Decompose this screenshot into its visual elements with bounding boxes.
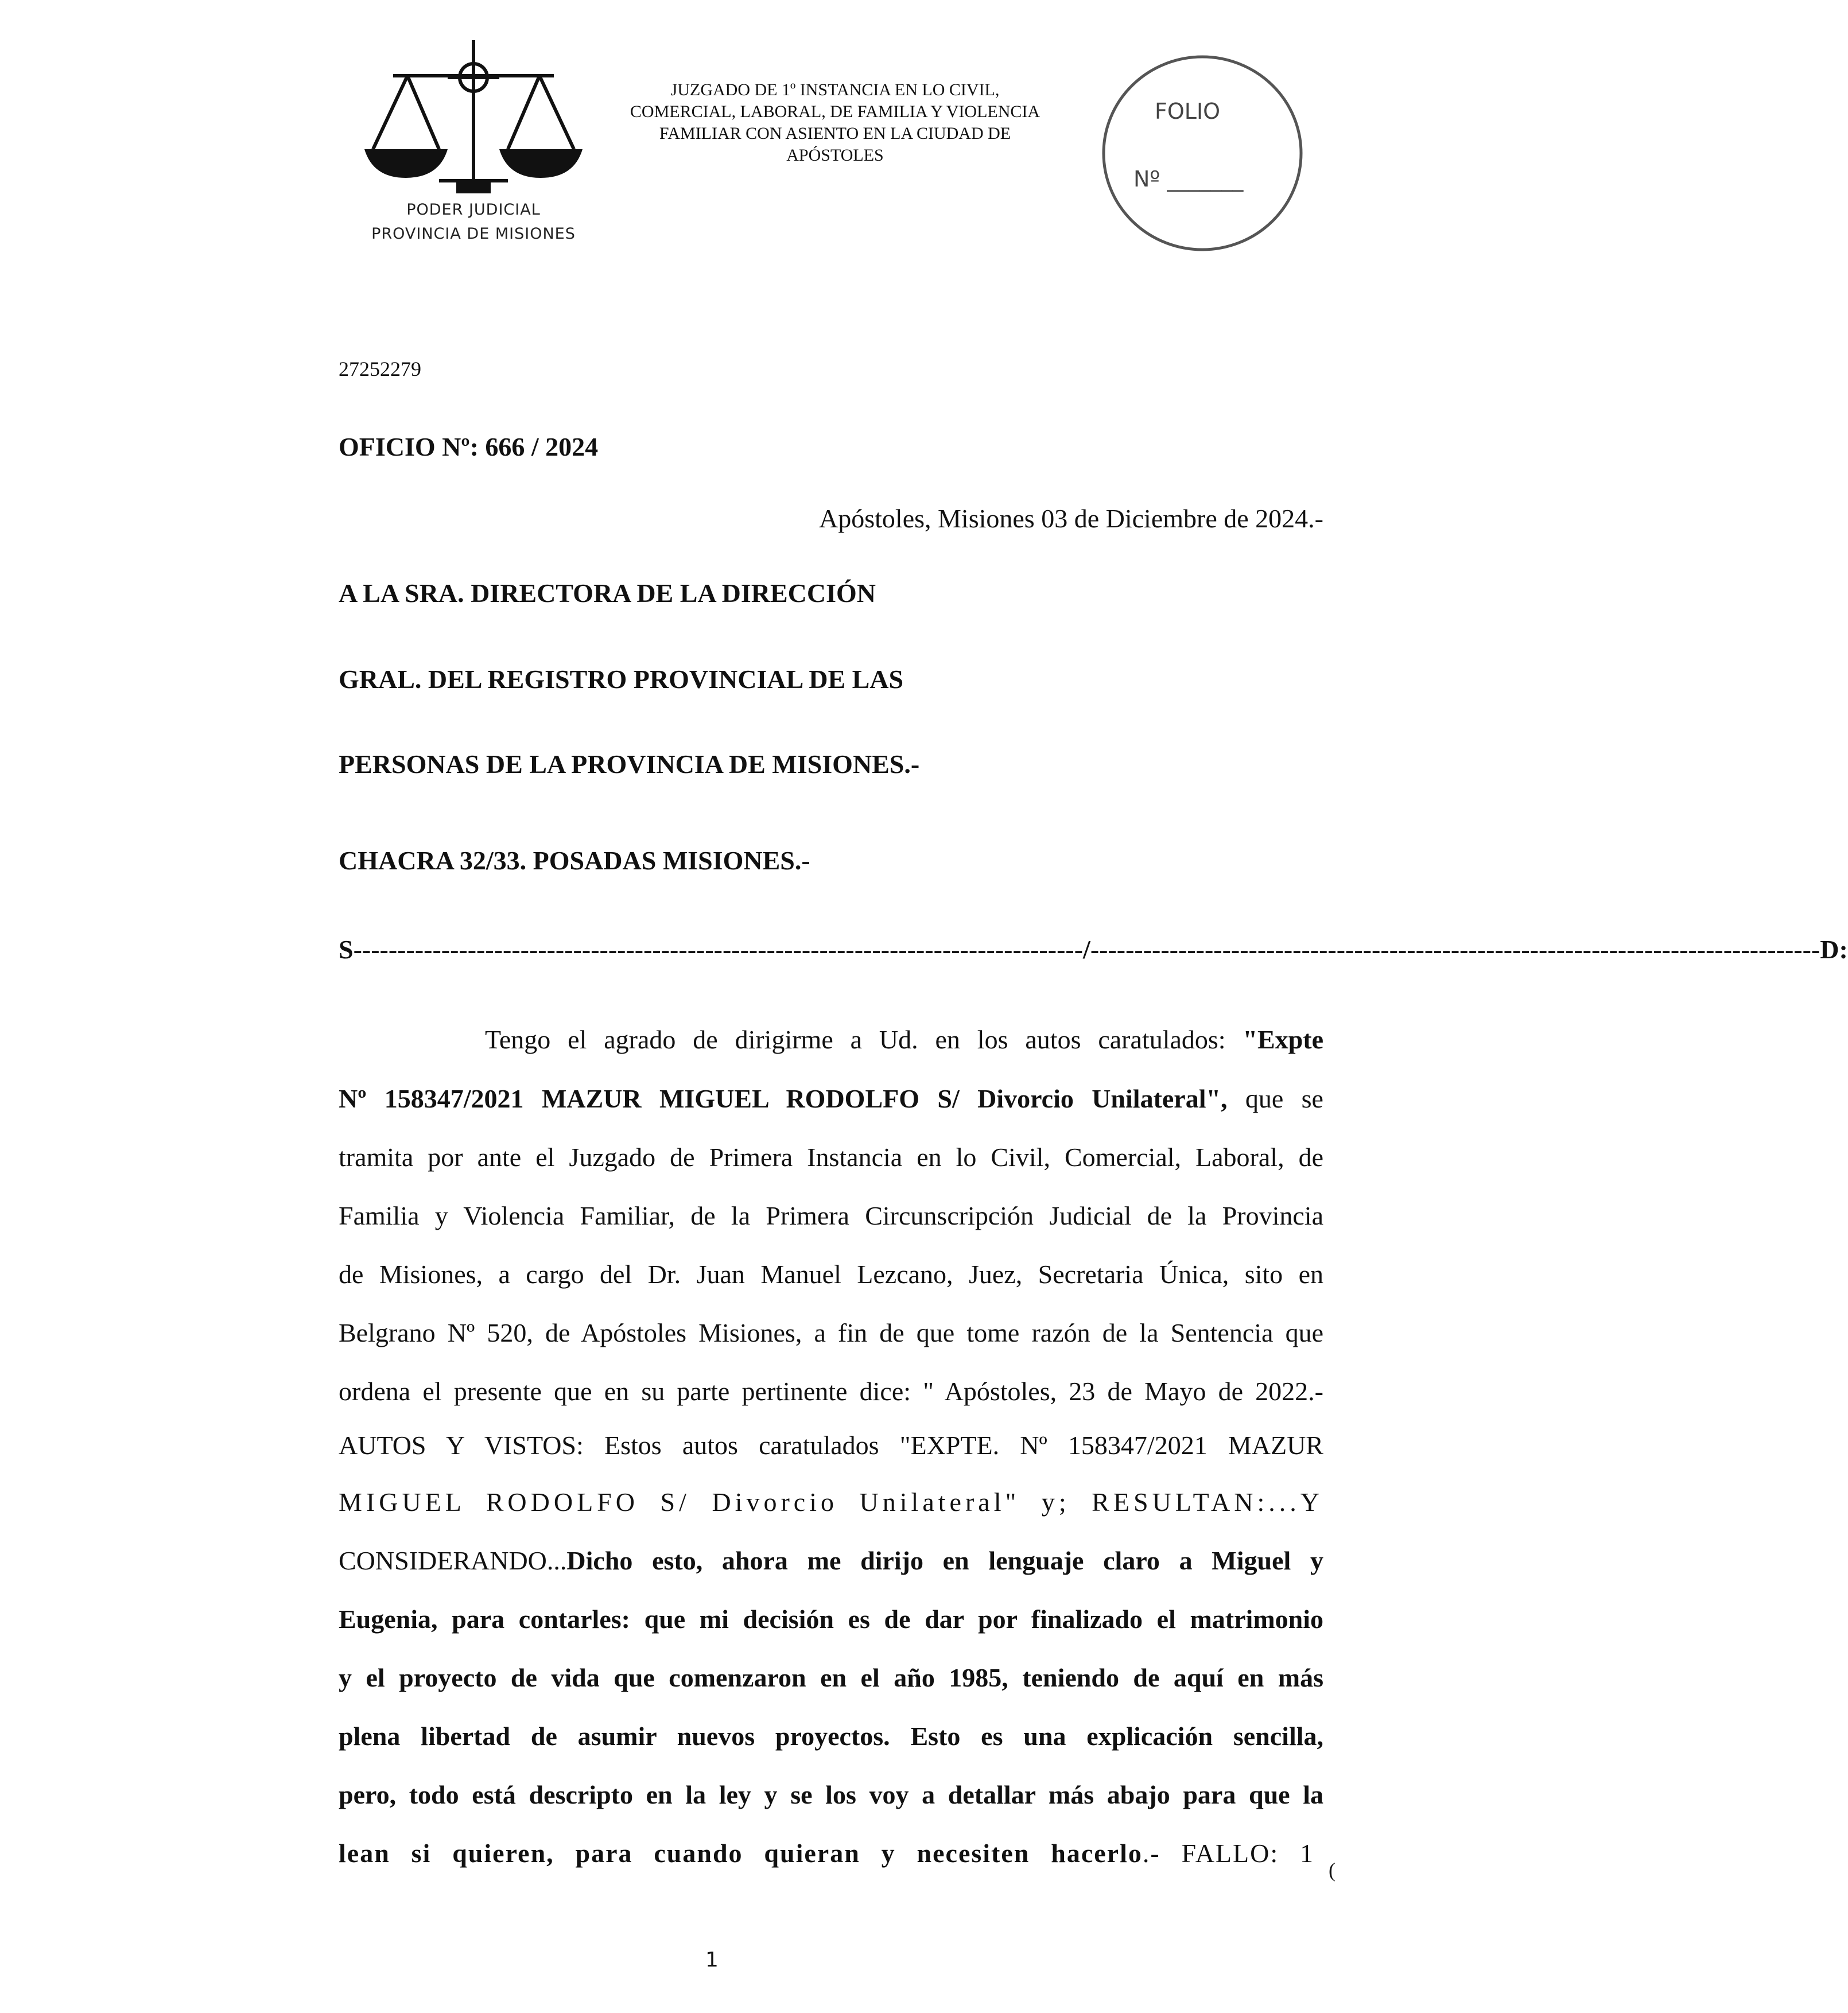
body-line: tramita por ante el Juzgado de Primera Instancia en lo Civil, Comercial, Laboral, de [339,1142,1323,1172]
court-name-line: COMERCIAL, LABORAL, DE FAMILIA Y VIOLENCIA [630,102,1041,121]
document-code: 27252279 [339,357,421,380]
body-line: y el proyecto de vida que comenzaron en el año 1985, teniendo de aquí en más [339,1663,1323,1692]
addressee-line: PERSONAS DE LA PROVINCIA DE MISIONES.- [339,749,920,779]
body-line: Familia y Violencia Familiar, de la Primera Circunscripción Judicial de la Provincia [339,1201,1323,1230]
body-text-bold: lean si quieren, para cuando quieran y necesiten hacerlo [339,1839,1143,1868]
salutation-middle: / [1083,935,1090,964]
addressee-line: CHACRA 32/33. POSADAS MISIONES.- [339,846,810,875]
addressee-line: A LA SRA. DIRECTORA DE LA DIRECCIÓN [339,578,876,608]
body-line: plena libertad de asumir nuevos proyectos. Esto es una explicación sencilla, [339,1721,1323,1751]
folio-stamp-circle [1099,53,1306,254]
body-text-bold: Dicho esto, ahora me dirijo en lenguaje claro a Miguel y [566,1546,1323,1575]
body-line: pero, todo está descripto en la ley y se los voy a detallar más abajo para que la [339,1780,1323,1809]
body-line [339,1545,1323,1576]
salutation-dashes: ----------------------------------------------------------------------------------- [1090,935,1820,964]
court-name-line: APÓSTOLES [786,146,884,165]
salutation-end: D: [1820,935,1848,964]
body-text: CONSIDERANDO... [339,1546,567,1575]
page-number: 1 [705,1948,719,1972]
body-line: Belgrano Nº 520, de Apóstoles Misiones, a fin de que tome razón de la Sentencia que [339,1318,1323,1347]
body-text-bold: "Expte [1243,1025,1323,1054]
court-name-line: FAMILIAR CON ASIENTO EN LA CIUDAD DE [659,124,1011,143]
body-text-bold: Nº 158347/2021 MAZUR MIGUEL RODOLFO S/ Divorcio Unilateral", [339,1084,1228,1113]
body-line: de Misiones, a cargo del Dr. Juan Manuel Lezcano, Juez, Secretaria Única, sito en [339,1260,1323,1289]
body-line [485,1024,1323,1055]
body-line: AUTOS Y VISTOS: Estos autos caratulados "EXPTE. Nº 158347/2021 MAZUR [339,1431,1323,1460]
judicial-seal-logo [353,34,594,255]
salutation-dashes: ----------------------------------------------------------------------------------- [353,935,1084,964]
folio-number: Nº _______ [1133,166,1244,192]
seal-caption-line1: PODER JUDICIAL [406,201,541,219]
body-line [339,1083,1323,1114]
salutation-start: S [339,935,354,964]
body-line: Eugenia, para contarles: que mi decisión es de dar por finalizado el matrimonio [339,1604,1323,1634]
footnote-paren: ( [1329,1859,1335,1882]
body-text: Tengo el agrado de dirigirme a Ud. en los autos caratulados: [485,1025,1243,1054]
salutation [339,934,1848,965]
seal-caption-line2: PROVINCIA DE MISIONES [371,225,576,243]
body-text: .- FALLO: 1 [1142,1839,1315,1868]
folio-label: FOLIO [1155,99,1221,124]
document-date: Apóstoles, Misiones 03 de Diciembre de 2024.- [819,504,1323,533]
body-line: MIGUEL RODOLFO S/ Divorcio Unilateral" y; RESULTAN:...Y [339,1487,1323,1517]
folio-stamp [1099,53,1306,254]
body-text: que se [1227,1084,1323,1113]
oficio-number: OFICIO Nº: 666 / 2024 [339,432,599,461]
addressee-line: GRAL. DEL REGISTRO PROVINCIAL DE LAS [339,664,904,694]
court-name [591,79,1079,166]
court-name-line: JUZGADO DE 1º INSTANCIA EN LO CIVIL, [670,80,1000,99]
body-line [339,1838,1314,1868]
body-line: ordena el presente que en su parte pertinente dice: " Apóstoles, 23 de Mayo de 2022.- [339,1377,1323,1406]
scales-of-justice-icon [353,34,594,201]
